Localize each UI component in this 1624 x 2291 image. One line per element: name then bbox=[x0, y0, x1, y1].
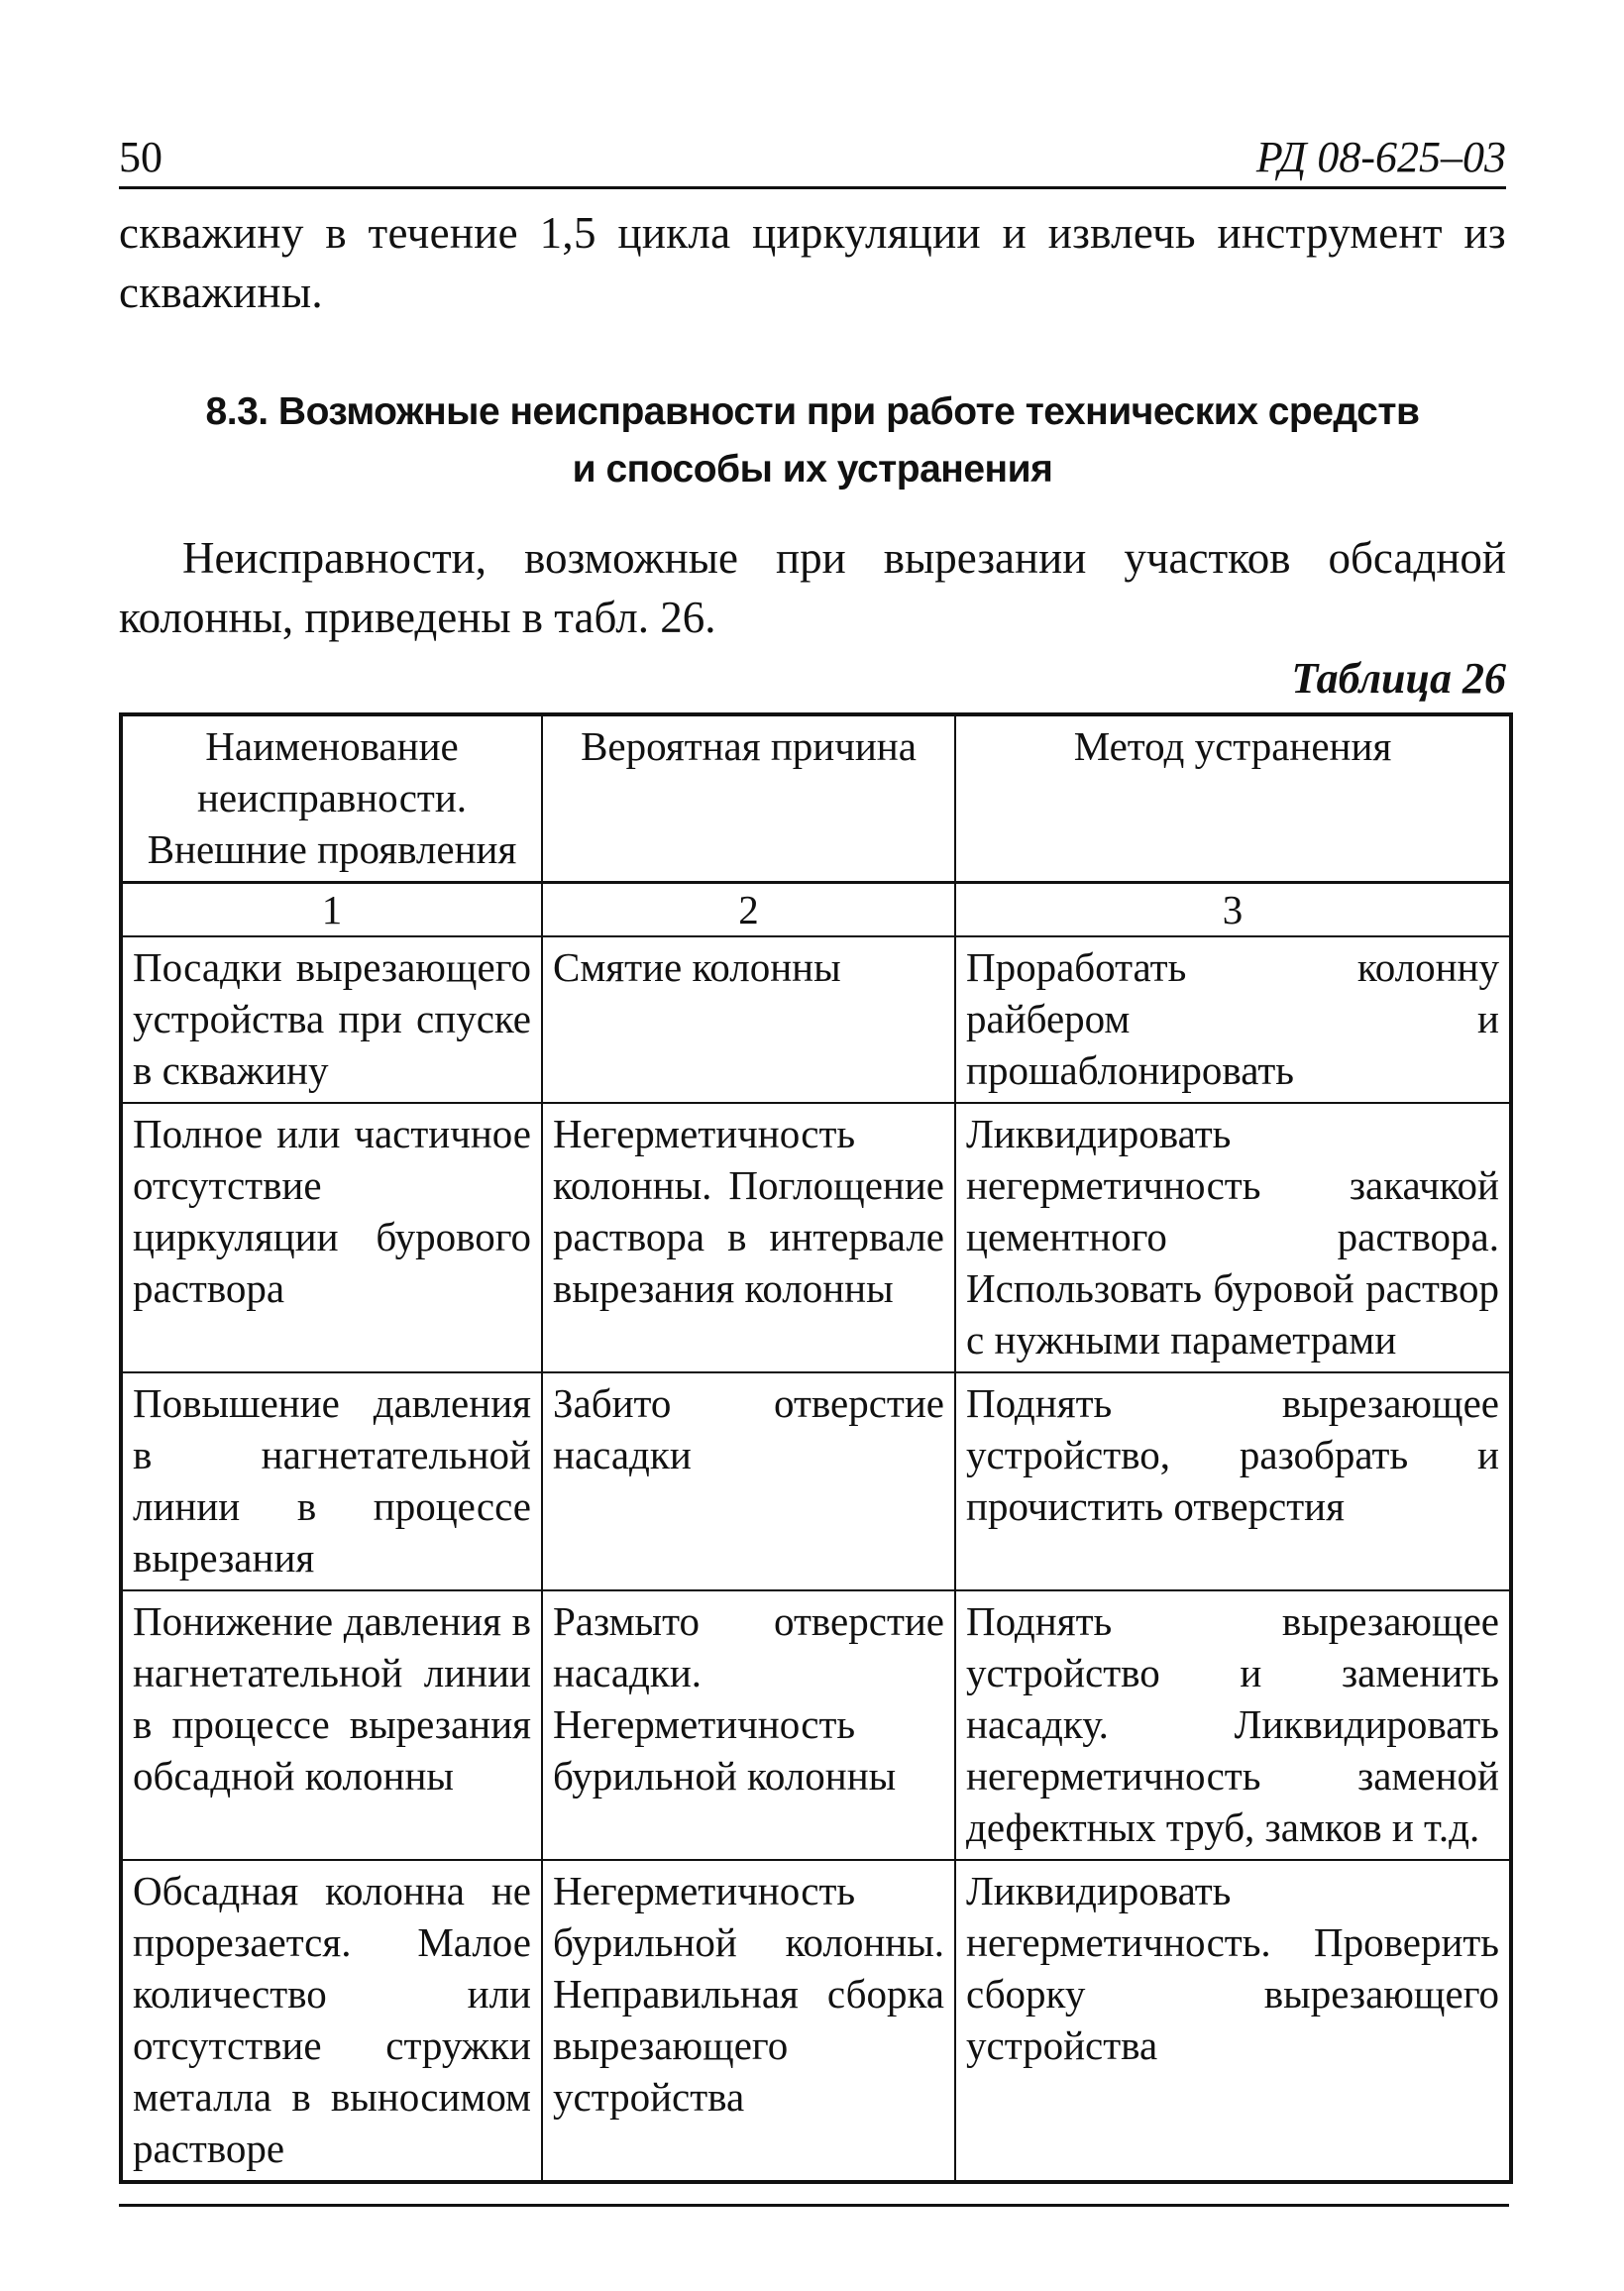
page-number: 50 bbox=[119, 133, 162, 181]
section-heading-line1: 8.3. Возможные неисправности при работе технических средств bbox=[205, 390, 1420, 433]
table-header-row bbox=[121, 714, 1511, 883]
header-cell-fault: Наименование неисправности. Внешние проявления bbox=[121, 714, 542, 883]
table-row bbox=[121, 1860, 1511, 2182]
column-number-cell: 3 bbox=[955, 883, 1511, 937]
section-paragraph: Неисправности, возможные при вырезании участков обсадной колонны, приведены в табл. 26. bbox=[119, 533, 1506, 642]
cause-cell: Смятие колонны bbox=[542, 936, 955, 1103]
fault-cell: Понижение давления в нагнетательной линии в процессе вырезания обсадной колонны bbox=[121, 1590, 542, 1860]
fault-cell: Посадки вырезающего устройства при спуске в скважину bbox=[121, 936, 542, 1103]
remedy-cell: Поднять вырезающее устройство, разобрать и прочистить отверстия bbox=[955, 1372, 1511, 1590]
header-cell-cause: Вероятная причина bbox=[542, 714, 955, 883]
table-row bbox=[121, 936, 1511, 1103]
table-row bbox=[121, 1372, 1511, 1590]
bottom-rule bbox=[119, 2204, 1509, 2207]
cause-cell: Негерметичность колонны. Поглощение раствора в интервале вырезания колонны bbox=[542, 1103, 955, 1372]
fault-cell: Полное или частичное отсутствие циркуляции бурового раствора bbox=[121, 1103, 542, 1372]
faults-table bbox=[119, 712, 1513, 2184]
table-caption: Таблица 26 bbox=[1291, 654, 1506, 703]
running-header bbox=[119, 129, 1506, 189]
cause-cell: Забито отверстие насадки bbox=[542, 1372, 955, 1590]
section-heading-line2: и способы их устранения bbox=[572, 448, 1053, 491]
section-heading bbox=[119, 383, 1506, 498]
remedy-cell: Ликвидировать негерметичность закачкой цементного раствора. Использовать буровой раствор с нужными параметрами bbox=[955, 1103, 1511, 1372]
remedy-cell: Ликвидировать негерметичность. Проверить сборку вырезающего устройства bbox=[955, 1860, 1511, 2182]
fault-cell: Обсадная колонна не прорезается. Малое количество или отсутствие стружки металла в выносимом растворе bbox=[121, 1860, 542, 2182]
column-number-cell: 2 bbox=[542, 883, 955, 937]
cause-cell: Размыто отверстие насадки. Негерметичность бурильной колонны bbox=[542, 1590, 955, 1860]
table-row bbox=[121, 1103, 1511, 1372]
table-row bbox=[121, 1590, 1511, 1860]
remedy-cell: Поднять вырезающее устройство и заменить насадку. Ликвидировать негерметичность заменой дефектных труб, замков и т.д. bbox=[955, 1590, 1511, 1860]
cause-cell: Негерметичность бурильной колонны. Неправильная сборка вырезающего устройства bbox=[542, 1860, 955, 2182]
column-number-cell: 1 bbox=[121, 883, 542, 937]
document-code: РД 08-625–03 bbox=[1255, 133, 1506, 181]
fault-cell: Повышение давления в нагнетательной линии в процессе вырезания bbox=[121, 1372, 542, 1590]
header-cell-remedy: Метод устранения bbox=[955, 714, 1511, 883]
document-page bbox=[119, 129, 1506, 2207]
table-column-number-row bbox=[121, 883, 1511, 937]
remedy-cell: Проработать колонну райбером и прошаблонировать bbox=[955, 936, 1511, 1103]
intro-paragraph: скважину в течение 1,5 цикла циркуляции и извлечь инструмент из скважины. bbox=[119, 208, 1506, 317]
